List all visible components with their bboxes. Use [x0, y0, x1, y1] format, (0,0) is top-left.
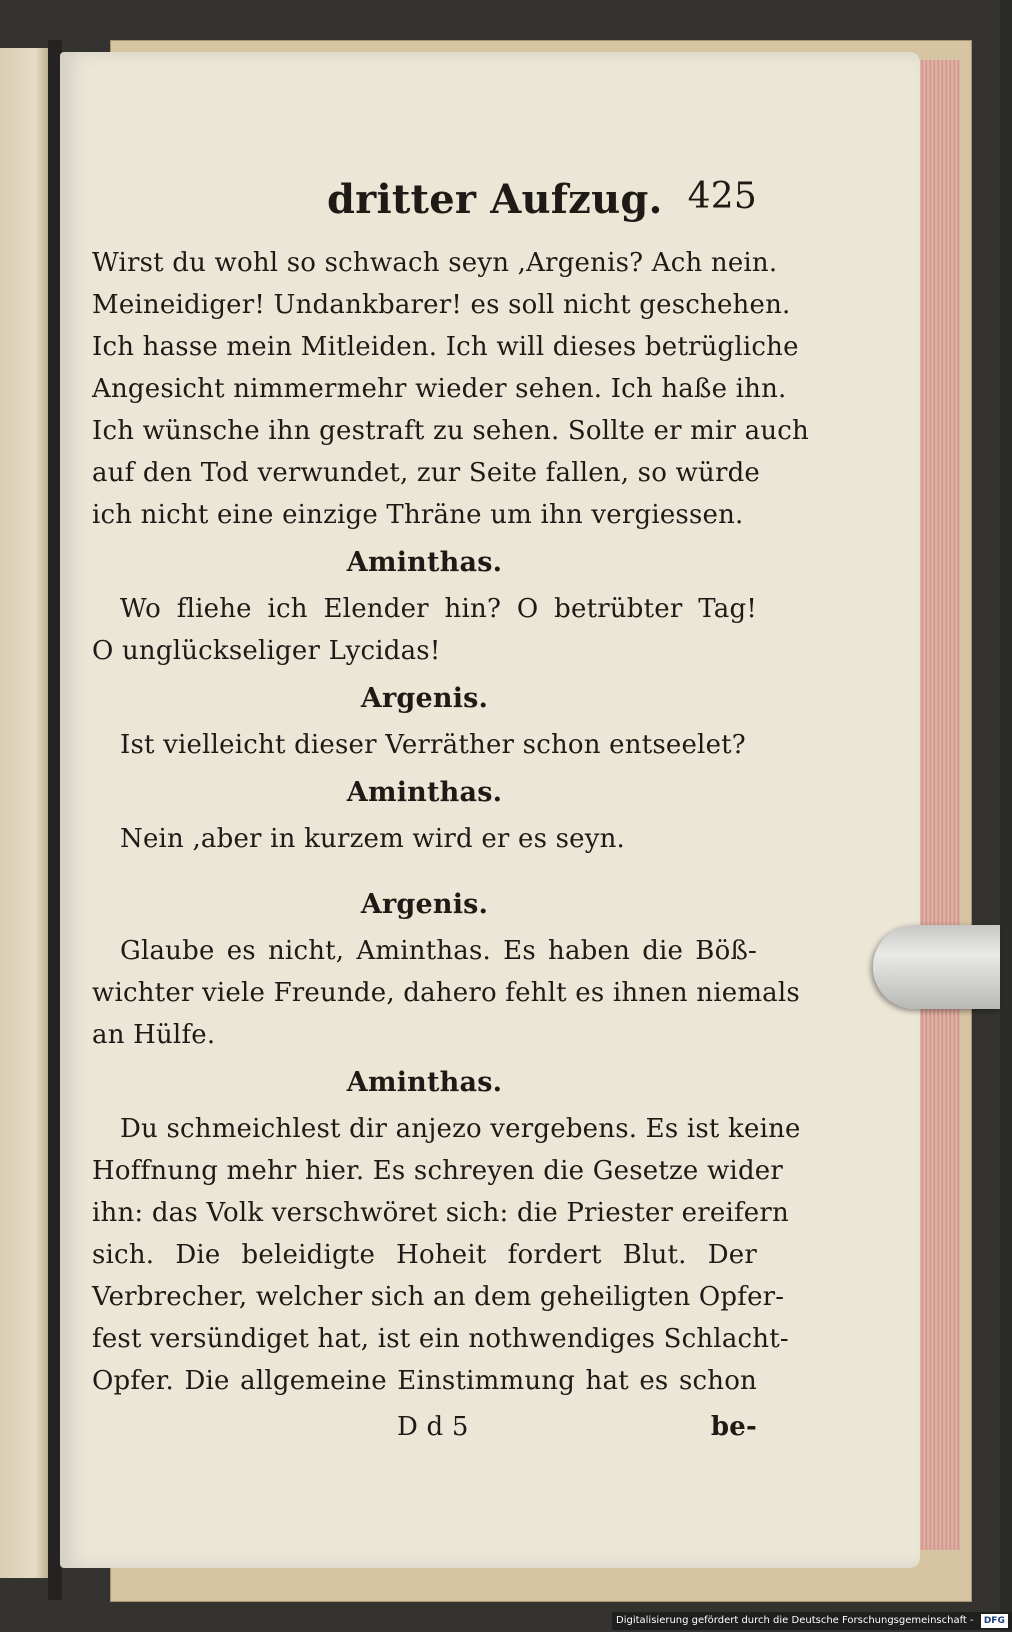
- page-footer: [92, 1406, 757, 1456]
- text-line: Verbrecher, welcher sich an dem geheiligten Opfer-: [92, 1282, 785, 1312]
- speaker-name: Argenis.: [360, 683, 489, 714]
- speaker-name: Aminthas.: [346, 547, 503, 578]
- text-line: wichter viele Freunde, dahero fehlt es ihnen niemals: [92, 978, 800, 1008]
- running-title: dritter Aufzug.: [327, 176, 663, 223]
- page-number: 425: [687, 176, 757, 217]
- facing-page-edge: [0, 48, 50, 1578]
- credit-text: Digitalisierung gefördert durch die Deutsche Forschungsgemeinschaft -: [616, 1615, 974, 1626]
- text-line: Ich wünsche ihn gestraft zu sehen. Sollte er mir auch: [92, 416, 809, 446]
- text-line: sich. Die beleidigte Hoheit fordert Blut. Der: [92, 1240, 757, 1270]
- text-line: fest versündiget hat, ist ein nothwendiges Schlacht-: [92, 1324, 789, 1354]
- text-line: auf den Tod verwundet, zur Seite fallen, so würde: [92, 458, 761, 488]
- dfg-logo: DFG: [981, 1614, 1008, 1628]
- signature-mark: D d 5: [397, 1412, 469, 1442]
- text-line: ihn: das Volk verschwöret sich: die Priester ereifern: [92, 1198, 789, 1228]
- text-line: Hoffnung mehr hier. Es schreyen die Gesetze wider: [92, 1156, 784, 1186]
- page-text: [92, 170, 809, 1456]
- text-line: Ist vielleicht dieser Verräther schon entseelet?: [120, 730, 746, 760]
- text-line: Ich hasse mein Mitleiden. Ich will dieses betrügliche: [92, 332, 799, 362]
- text-line: Wirst du wohl so schwach seyn ,Argenis? Ach nein.: [92, 248, 778, 278]
- speaker-name: Argenis.: [360, 889, 489, 920]
- speech-block-argenis-continued: [92, 242, 809, 536]
- catchword: be-: [710, 1412, 757, 1442]
- color-tab-clip: [873, 925, 1000, 1009]
- digitization-credit: [612, 1612, 1012, 1630]
- text-line: an Hülfe.: [92, 1020, 216, 1050]
- text-line: Angesicht nimmermehr wieder sehen. Ich haße ihn.: [92, 374, 787, 404]
- text-line: Meineidiger! Undankbarer! es soll nicht geschehen.: [92, 290, 791, 320]
- text-line: ich nicht eine einzige Thräne um ihn vergiessen.: [92, 500, 744, 530]
- text-line: Opfer. Die allgemeine Einstimmung hat es schon: [92, 1366, 757, 1396]
- text-line: O unglückseliger Lycidas!: [92, 636, 441, 666]
- speaker-name: Aminthas.: [346, 1067, 503, 1098]
- text-line: Glaube es nicht, Aminthas. Es haben die Böß-: [120, 936, 757, 966]
- text-line: Wo fliehe ich Elender hin? O betrübter Tag!: [120, 594, 757, 624]
- text-line: Nein ,aber in kurzem wird er es seyn.: [120, 824, 626, 854]
- running-head: [92, 170, 757, 242]
- speaker-name: Aminthas.: [346, 777, 503, 808]
- text-line: Du schmeichlest dir anjezo vergebens. Es ist keine: [120, 1114, 801, 1144]
